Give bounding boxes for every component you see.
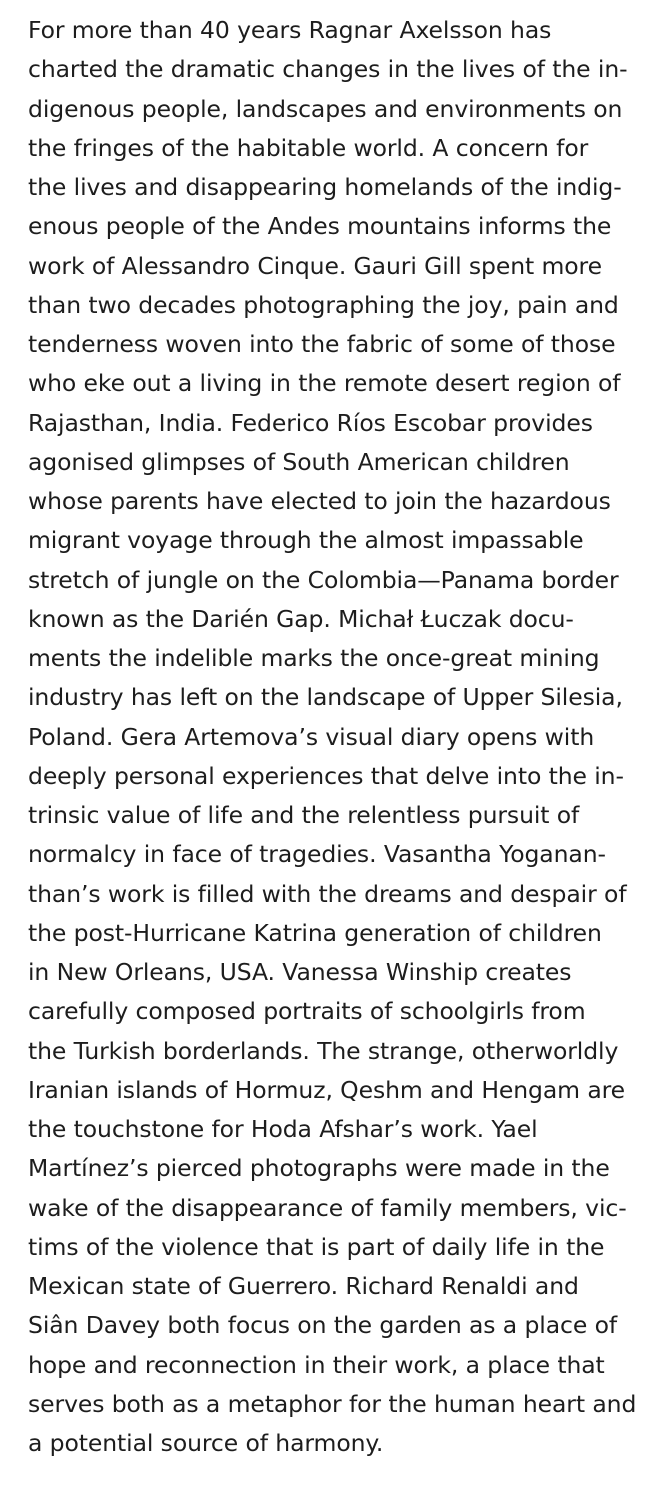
text-line: trinsic value of life and the relentless pursuit of xyxy=(28,801,580,829)
text-line: the fringes of the habitable world. A concern for xyxy=(28,133,589,162)
text-line: Mexican state of Guerrero. Richard Renaldi and xyxy=(28,1272,579,1300)
text-line: the post-Hurricane Katrina generation of children xyxy=(28,918,602,947)
text-line: Poland. Gera Artemova’s visual diary opens with xyxy=(28,722,595,751)
text-line: work of Alessandro Cinque. Gauri Gill spent more xyxy=(28,251,602,280)
text-line: whose parents have elected to join the hazardous xyxy=(28,487,611,515)
text-line: industry has left on the landscape of Upper Silesia, xyxy=(28,683,623,712)
text-line: For more than 40 years Ragnar Axelsson has xyxy=(28,16,552,44)
text-line: Siân Davey both focus on the garden as a place of xyxy=(28,1311,618,1340)
text-line: the touchstone for Hoda Afshar’s work. Yael xyxy=(28,1115,538,1143)
text-line: enous people of the Andes mountains informs the xyxy=(28,212,612,241)
text-line: than two decades photographing the joy, pain and xyxy=(28,290,619,319)
text-line: carefully composed portraits of schoolgirls from xyxy=(28,997,586,1026)
text-line: in New Orleans, USA. Vanessa Winship creates xyxy=(28,958,572,986)
text-line: Iranian islands of Hormuz, Qeshm and Hengam are xyxy=(28,1075,626,1104)
text-line: Rajasthan, India. Federico Ríos Escobar provides xyxy=(28,408,593,437)
text-line: tims of the violence that is part of daily life in the xyxy=(28,1232,605,1261)
text-line: hope and reconnection in their work, a place that xyxy=(28,1350,605,1379)
text-line: who eke out a living in the remote desert region of xyxy=(28,369,621,398)
text-line: tenderness woven into the fabric of some of those xyxy=(28,330,616,358)
text-line: migrant voyage through the almost impassable xyxy=(28,526,584,555)
text-line: the lives and disappearing homelands of the indig- xyxy=(28,173,622,201)
text-line: normalcy in face of tragedies. Vasantha Yoganan- xyxy=(28,840,606,869)
text-line: than’s work is filled with the dreams and despair of xyxy=(28,879,627,908)
text-line: Martínez’s pierced photographs were made in the xyxy=(28,1154,610,1183)
text-line: deeply personal experiences that delve into the in- xyxy=(28,761,624,790)
text-line: wake of the disappearance of family members, vic- xyxy=(28,1193,627,1222)
text-line: ments the indelible marks the once-great mining xyxy=(28,644,600,672)
text-line: stretch of jungle on the Colombia—Panama border xyxy=(28,565,619,594)
text-line: charted the dramatic changes in the lives of the in- xyxy=(28,55,628,84)
text-line: the Turkish borderlands. The strange, otherworldly xyxy=(28,1036,619,1065)
article-paragraph xyxy=(28,11,648,1463)
text-line: known as the Darién Gap. Michał Łuczak docu- xyxy=(28,604,574,633)
text-line: serves both as a metaphor for the human heart and xyxy=(28,1389,637,1418)
text-line: agonised glimpses of South American children xyxy=(28,447,570,476)
text-line: a potential source of harmony. xyxy=(28,1429,384,1457)
text-line: digenous people, landscapes and environments on xyxy=(28,94,623,123)
